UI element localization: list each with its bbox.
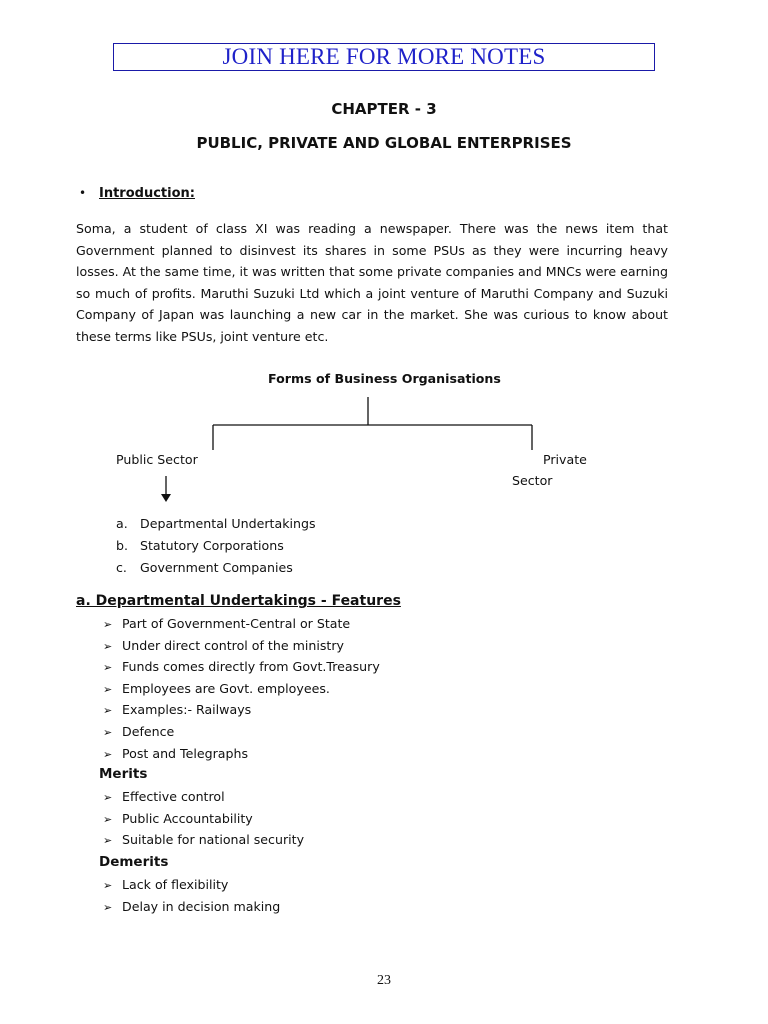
public-sector-label: Public Sector bbox=[116, 452, 198, 467]
arrow-bullet-icon: ➢ bbox=[103, 747, 113, 761]
list-item: c. Government Companies bbox=[116, 560, 293, 575]
introduction-paragraph: Soma, a student of class XI was reading a newspaper. There was the news item that Government planned to disinvest its shares in some PSUs as they were incurring heavy losses. At the same time, it was written that some private companies and MNCs were earning so much of profits. Maruthi Suzuki Ltd which a joint venture of Maruthi Company and Suzuki Company of Japan was launching a new car in the market. She was curious to know about these terms like PSUs, joint venture etc. bbox=[76, 221, 668, 344]
arrow-bullet-icon: ➢ bbox=[103, 900, 113, 914]
public-down-arrow-head bbox=[161, 494, 171, 502]
chapter-title: PUBLIC, PRIVATE AND GLOBAL ENTERPRISES bbox=[196, 134, 572, 152]
list-item: a. Departmental Undertakings bbox=[116, 516, 316, 531]
arrow-bullet-icon: ➢ bbox=[103, 834, 113, 848]
arrow-bullet-icon: ➢ bbox=[103, 618, 113, 631]
arrow-bullet-icon: ➢ bbox=[103, 682, 113, 696]
list-item: ➢ Post and Telegraphs bbox=[103, 745, 380, 767]
chapter-number: CHAPTER - 3 bbox=[331, 100, 437, 118]
list-item: ➢ Suitable for national security bbox=[103, 831, 304, 853]
list-item: ➢ Funds comes directly from Govt.Treasury bbox=[103, 658, 380, 680]
private-sector-label-line2: Sector bbox=[512, 473, 553, 488]
departmental-undertakings-heading: a. Departmental Undertakings - Features bbox=[76, 593, 401, 609]
list-item: ➢ Delay in decision making bbox=[103, 898, 280, 920]
public-sector-types-list bbox=[116, 515, 316, 581]
merits-heading: Merits bbox=[99, 766, 148, 782]
list-item: ➢ Examples:- Railways bbox=[103, 701, 380, 723]
list-item: ➢ Part of Government-Central or State bbox=[103, 615, 380, 637]
private-sector-label-line1: Private bbox=[543, 452, 587, 467]
arrow-bullet-icon: ➢ bbox=[103, 725, 113, 739]
arrow-bullet-icon: ➢ bbox=[103, 879, 113, 892]
list-item: ➢ Lack of flexibility bbox=[103, 876, 280, 898]
arrow-bullet-icon: ➢ bbox=[103, 704, 113, 718]
merits-list bbox=[103, 788, 304, 853]
bullet-icon: • bbox=[79, 186, 87, 200]
list-item: ➢ Under direct control of the ministry bbox=[103, 637, 380, 659]
page-number: 23 bbox=[377, 973, 391, 988]
features-list bbox=[103, 615, 380, 766]
list-item: ➢ Employees are Govt. employees. bbox=[103, 680, 380, 702]
arrow-bullet-icon: ➢ bbox=[103, 791, 113, 804]
arrow-bullet-icon: ➢ bbox=[103, 639, 113, 653]
demerits-heading: Demerits bbox=[99, 854, 169, 870]
list-item: ➢ Defence bbox=[103, 723, 380, 745]
introduction-heading-text: Introduction: bbox=[99, 186, 195, 201]
arrow-bullet-icon: ➢ bbox=[103, 661, 113, 675]
demerits-list bbox=[103, 876, 280, 919]
arrow-bullet-icon: ➢ bbox=[103, 812, 113, 826]
join-notes-banner[interactable]: JOIN HERE FOR MORE NOTES bbox=[113, 43, 655, 71]
diagram-title: Forms of Business Organisations bbox=[268, 371, 501, 386]
list-item: b. Statutory Corporations bbox=[116, 538, 284, 553]
list-item: ➢ Public Accountability bbox=[103, 810, 304, 832]
list-item: ➢ Effective control bbox=[103, 788, 304, 810]
introduction-heading bbox=[79, 186, 195, 201]
